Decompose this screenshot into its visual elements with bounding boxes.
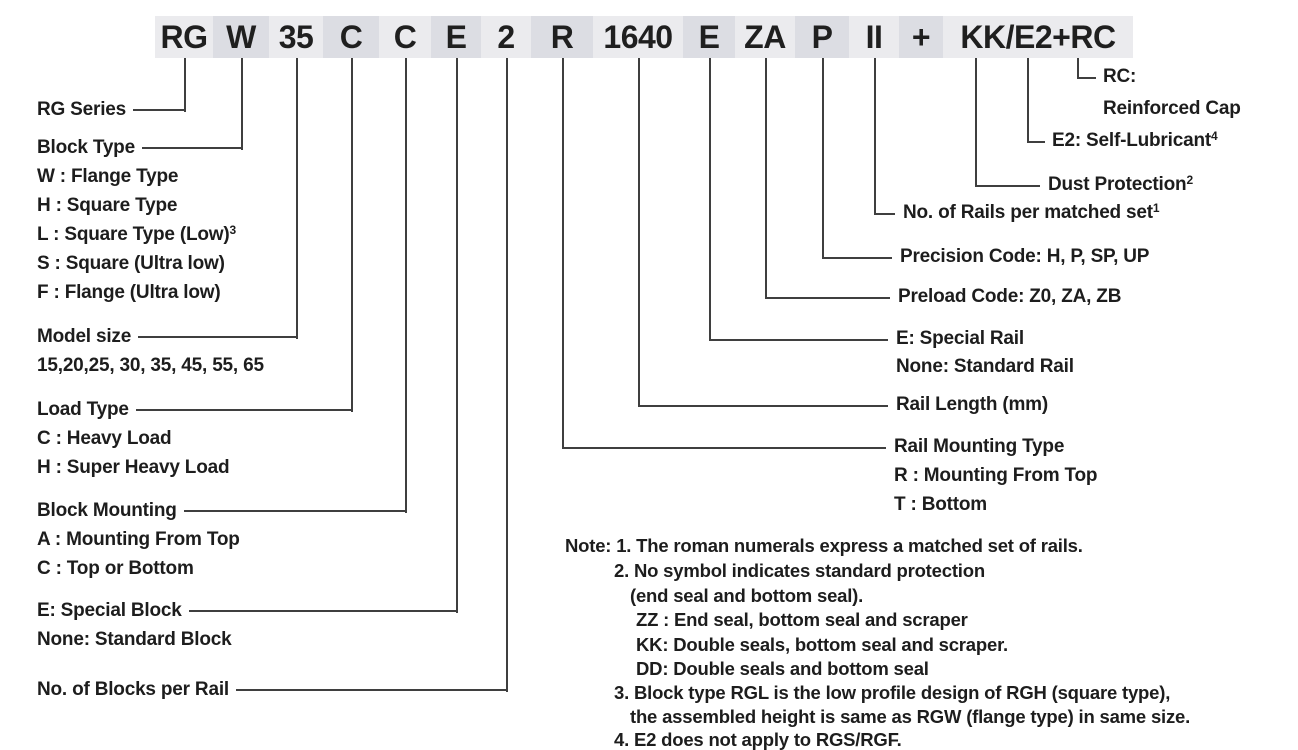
- code-segment-load-type: C: [323, 16, 379, 58]
- label-block-type-s: S : Square (Ultra low): [37, 253, 225, 274]
- label-block-mounting: Block Mounting: [37, 500, 177, 521]
- connector-hline-rail-mounting: [562, 447, 886, 449]
- code-segment-special-rail: E: [683, 16, 735, 58]
- label-block-type-f: F : Flange (Ultra low): [37, 282, 221, 303]
- connector-hline-rg-series: [133, 109, 185, 111]
- label-row-special-block: [37, 601, 457, 621]
- note-ref-1: 1: [1152, 201, 1160, 215]
- connector-vline-preload: [765, 58, 767, 299]
- label-model-size: Model size: [37, 326, 132, 347]
- label-special-rail: E: Special Rail: [896, 328, 1024, 349]
- code-segment-options: KK/E2+RC: [943, 16, 1133, 58]
- code-segment-plus: +: [899, 16, 943, 58]
- note-line-3: 3. Block type RGL is the low profile design of RGH (square type),: [614, 682, 1171, 703]
- connector-vline-blocks-per-rail: [506, 58, 508, 692]
- connector-vline-rails-per-set: [874, 58, 876, 215]
- label-standard-block: None: Standard Block: [37, 629, 232, 650]
- note-line-zz: ZZ : End seal, bottom seal and scraper: [636, 609, 968, 630]
- connector-hline-special-block: [189, 610, 457, 612]
- connector-vline-dust-protection: [975, 58, 977, 187]
- label-rail-mounting-t: T : Bottom: [894, 494, 987, 515]
- code-segment-special-block: E: [431, 16, 481, 58]
- connector-vline-rail-mounting: [562, 58, 564, 449]
- label-rg-series: RG Series: [37, 99, 127, 120]
- label-block-mounting-a: A : Mounting From Top: [37, 529, 240, 550]
- label-model-size-values: 15,20,25, 30, 35, 45, 55, 65: [37, 355, 264, 376]
- label-row-load-type: [37, 400, 352, 420]
- connector-vline-block-mounting: [405, 58, 407, 513]
- label-block-mounting-c: C : Top or Bottom: [37, 558, 194, 579]
- code-segment-rails-per-set: II: [849, 16, 899, 58]
- connector-vline-rail-length: [638, 58, 640, 407]
- connector-vline-load-type: [351, 58, 353, 412]
- connector-vline-block-type: [241, 58, 243, 150]
- connector-hline-block-type: [142, 147, 242, 149]
- code-segment-series: RG: [155, 16, 213, 58]
- note-line-3b: the assembled height is same as RGW (flange type) in same size.: [630, 706, 1191, 727]
- note-line-2: 2. No symbol indicates standard protection: [614, 560, 985, 581]
- label-rails-per-set: No. of Rails per matched set$^1$: [903, 201, 1160, 223]
- label-row-rg-series: [37, 100, 185, 120]
- connector-hline-e2: [1027, 141, 1045, 143]
- connector-hline-block-mounting: [184, 510, 406, 512]
- connector-vline-model-size: [296, 58, 298, 339]
- label-standard-rail: None: Standard Rail: [896, 356, 1074, 377]
- label-block-type-l: L : Square Type (Low)$^3$: [37, 223, 236, 245]
- connector-hline-load-type: [136, 409, 352, 411]
- connector-vline-special-rail: [709, 58, 711, 341]
- label-special-block: E: Special Block: [37, 600, 182, 621]
- label-rail-mounting-r: R : Mounting From Top: [894, 465, 1098, 486]
- code-segment-preload: ZA: [735, 16, 795, 58]
- code-segment-block-mounting: C: [379, 16, 431, 58]
- label-rail-length: Rail Length (mm): [896, 394, 1048, 415]
- code-segment-block-type: W: [213, 16, 269, 58]
- connector-hline-precision: [822, 257, 892, 259]
- code-segment-rail-length: 1640: [593, 16, 683, 58]
- label-precision-code: Precision Code: H, P, SP, UP: [900, 246, 1150, 267]
- connector-hline-rc: [1077, 77, 1096, 79]
- label-rc: RC:: [1103, 66, 1137, 87]
- note-ref-2: 2: [1186, 173, 1193, 187]
- connector-hline-rails-per-set: [874, 213, 895, 215]
- code-segment-model-size: 35: [269, 16, 323, 58]
- connector-hline-model-size: [138, 336, 297, 338]
- connector-hline-rail-length: [638, 405, 888, 407]
- label-load-type-h: H : Super Heavy Load: [37, 457, 230, 478]
- connector-vline-rc: [1077, 58, 1079, 79]
- label-block-type: Block Type: [37, 137, 135, 158]
- connector-vline-special-block: [456, 58, 458, 613]
- label-rc-2: Reinforced Cap: [1103, 98, 1241, 119]
- label-row-block-type: [37, 138, 242, 158]
- label-row-blocks-per-rail: [37, 680, 507, 700]
- note-ref-3: 3: [229, 223, 236, 237]
- label-block-type-w: W : Flange Type: [37, 166, 179, 187]
- note-ref-4: 4: [1210, 129, 1218, 143]
- code-segment-blocks-per-rail: 2: [481, 16, 531, 58]
- label-blocks-per-rail: No. of Blocks per Rail: [37, 679, 229, 700]
- label-dust-protection: Dust Protection$^2$: [1048, 173, 1193, 195]
- connector-vline-e2: [1027, 58, 1029, 143]
- label-e2: E2: Self-Lubricant$^4$: [1052, 129, 1218, 151]
- note-line-2b: (end seal and bottom seal).: [630, 585, 864, 606]
- code-segment-rail-mounting: R: [531, 16, 593, 58]
- label-load-type: Load Type: [37, 399, 129, 420]
- connector-hline-special-rail: [709, 339, 888, 341]
- note-line-1: Note: 1. The roman numerals express a matched set of rails.: [565, 535, 1083, 556]
- connector-hline-preload: [765, 297, 890, 299]
- label-row-model-size: [37, 327, 297, 347]
- label-row-block-mounting: [37, 501, 406, 521]
- label-rail-mounting: Rail Mounting Type: [894, 436, 1065, 457]
- note-line-dd: DD: Double seals and bottom seal: [636, 658, 929, 679]
- connector-hline-blocks-per-rail: [236, 689, 507, 691]
- code-segment-precision: P: [795, 16, 849, 58]
- model-code: [155, 16, 1133, 58]
- connector-vline-precision: [822, 58, 824, 259]
- label-load-type-c: C : Heavy Load: [37, 428, 172, 449]
- note-line-4: 4. E2 does not apply to RGS/RGF.: [614, 729, 902, 750]
- label-block-type-h: H : Square Type: [37, 195, 178, 216]
- note-line-kk: KK: Double seals, bottom seal and scraper.: [636, 634, 1008, 655]
- connector-hline-dust-protection: [975, 185, 1040, 187]
- label-preload-code: Preload Code: Z0, ZA, ZB: [898, 286, 1122, 307]
